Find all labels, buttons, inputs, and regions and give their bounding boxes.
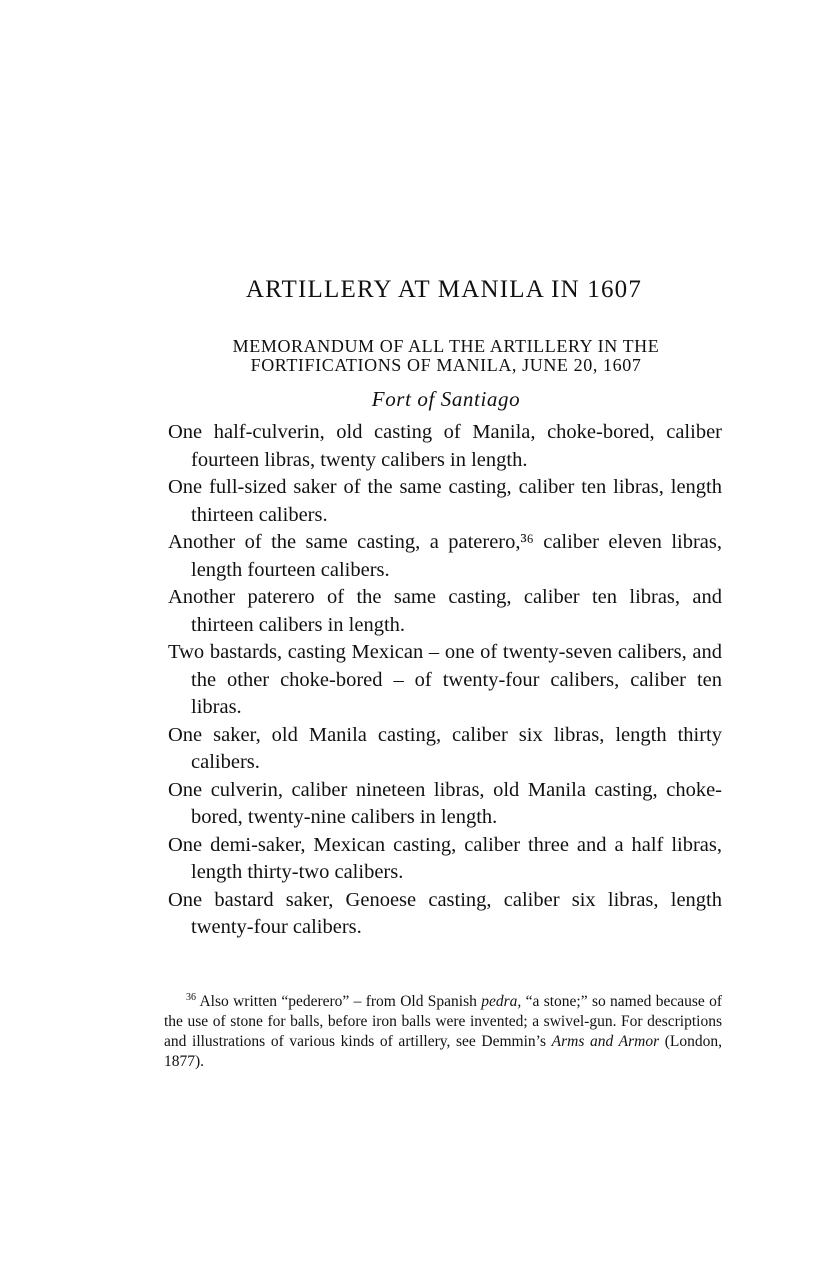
footnote-text-c: (London, 1877). <box>164 1033 723 1070</box>
footnote-marker: 36 <box>186 991 196 1003</box>
list-item: One culverin, caliber nineteen libras, old Manila casting, choke-bored, twenty-nine calibers in length. <box>168 778 722 828</box>
list-item: Two bastards, casting Mexican – one of twenty-seven calibers, and the other choke-bored – of twenty-four calibers, caliber ten libras. <box>168 641 722 718</box>
page-title: ARTILLERY AT MANILA IN 1607 <box>245 276 643 303</box>
artillery-list <box>168 419 722 942</box>
footnote-book-title: Arms and Armor <box>551 1033 660 1050</box>
footnote <box>164 992 722 1072</box>
list-item: One demi-saker, Mexican casting, caliber three and a half libras, length thirty-two calibers. <box>168 833 722 883</box>
list-item: One saker, old Manila casting, caliber six libras, length thirty calibers. <box>168 723 722 773</box>
list-item: One half-culverin, old casting of Manila, choke-bored, caliber fourteen libras, twenty calibers in length. <box>168 421 722 471</box>
list-item: One full-sized saker of the same casting, caliber ten libras, length thirteen calibers. <box>168 476 722 526</box>
memorandum-heading-line-2: FORTIFICATIONS OF MANILA, JUNE 20, 1607 <box>250 355 642 375</box>
memorandum-heading <box>166 337 726 375</box>
section-heading: Fort of Santiago <box>371 387 521 411</box>
memorandum-heading-line-1: MEMORANDUM OF ALL THE ARTILLERY IN THE <box>232 336 660 356</box>
list-item: Another of the same casting, a paterero,³⁶ caliber eleven libras, length fourteen calibers. <box>168 531 722 581</box>
list-item: Another paterero of the same casting, caliber ten libras, and thirteen calibers in length. <box>168 586 722 636</box>
list-item: One bastard saker, Genoese casting, caliber six libras, length twenty-four calibers. <box>168 888 722 938</box>
footnote-text-a: Also written “pederero” – from Old Spanish <box>199 993 477 1010</box>
footnote-term: pedra, <box>481 993 522 1010</box>
footnote-text-b: “a stone;” so named because of the use of stone for balls, before iron balls were invented; a swivel-gun. For descriptions and illustrations of various kinds of artillery, see Demmin’s <box>164 993 723 1050</box>
